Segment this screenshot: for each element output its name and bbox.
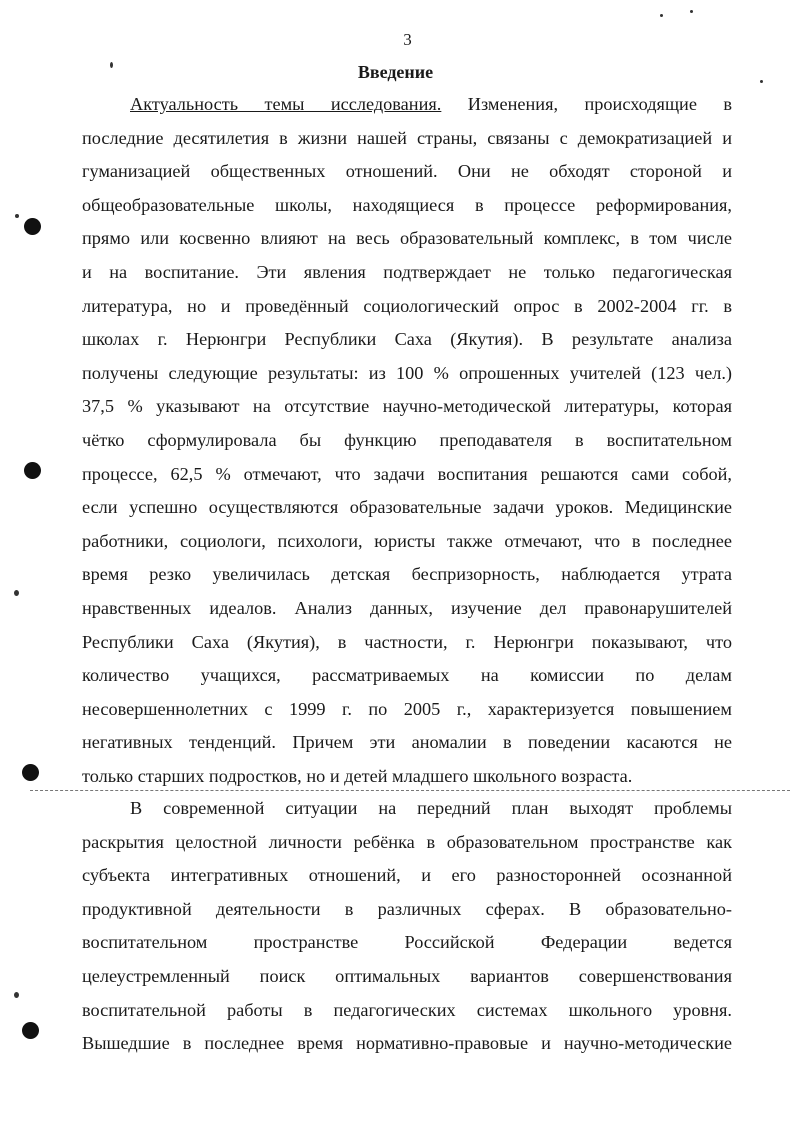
scan-speck	[690, 10, 693, 13]
punch-hole-4	[22, 1022, 39, 1039]
text-line: общеобразовательные школы, находящиеся в процессе реформирования,	[82, 194, 732, 215]
punch-hole-3	[22, 764, 39, 781]
text-line: нравственных идеалов. Анализ данных, изучение дел правонарушителей	[82, 597, 732, 618]
punch-hole-1	[24, 218, 41, 235]
scan-speck	[14, 590, 19, 596]
text-line: Актуальность темы исследования. Изменения, происходящие в	[130, 94, 732, 114]
text-line: Вышедшие в последнее время нормативно-правовые и научно-методические	[82, 1033, 732, 1054]
text-line: раскрытия целостной личности ребёнка в образовательном пространстве как	[82, 831, 732, 852]
text-line: процессе, 62,5 % отмечают, что задачи воспитания решаются сами собой,	[82, 463, 732, 484]
paragraph-current-situation	[82, 792, 732, 1061]
text-line: получены следующие результаты: из 100 % опрошенных учителей (123 чел.)	[82, 362, 732, 383]
paragraph-relevance	[82, 88, 732, 793]
scan-speck	[14, 992, 19, 998]
text-line: воспитательной работы в педагогических системах школьного уровня.	[82, 999, 732, 1020]
text-line: гуманизацией общественных отношений. Они не обходят стороной и	[82, 161, 732, 182]
relevance-lead: Актуальность темы исследования.	[130, 94, 442, 114]
page-number: 3	[403, 30, 412, 49]
scan-speck	[660, 14, 663, 17]
text-line: литература, но и проведённый социологический опрос в 2002-2004 гг. в	[82, 295, 732, 316]
text-line: воспитательном пространстве Российской Федерации ведется	[82, 932, 732, 953]
text-line: субъекта интегративных отношений, и его разносторонней осознанной	[82, 865, 732, 886]
text-line: целеустремленный поиск оптимальных вариантов совершенствования	[82, 965, 732, 986]
text-line: последние десятилетия в жизни нашей страны, связаны с демократизацией и	[82, 127, 732, 148]
punch-hole-2	[24, 462, 41, 479]
text-line: продуктивной деятельности в различных сферах. В образовательно-	[82, 898, 732, 919]
scan-speck	[15, 214, 19, 218]
text-line: В современной ситуации на передний план выходят проблемы	[130, 798, 732, 818]
text-line: время резко увеличилась детская беспризорность, наблюдается утрата	[82, 564, 732, 585]
text-line: если успешно осуществляются образовательные задачи уроков. Медицинские	[82, 497, 732, 518]
text-line: только старших подростков, но и детей младшего школьного возраста.	[82, 765, 633, 786]
page-title: Введение	[357, 62, 434, 82]
text-line: чётко сформулировала бы функцию преподавателя в воспитательном	[82, 429, 732, 450]
text-line: негативных тенденций. Причем эти аномалии в поведении касаются не	[82, 732, 732, 753]
text-line: прямо или косвенно влияют на весь образовательный комплекс, в том числе	[82, 228, 732, 249]
text-line: и на воспитание. Эти явления подтверждает не только педагогическая	[82, 261, 732, 282]
text-line: 37,5 % указывают на отсутствие научно-методической литературы, которая	[82, 396, 732, 417]
text-line: несовершеннолетних с 1999 г. по 2005 г., характеризуется повышением	[82, 698, 732, 719]
text-line: работники, социологи, психологи, юристы также отмечают, что в последнее	[82, 530, 732, 551]
text-line: школах г. Нерюнгри Республики Саха (Якутия). В результате анализа	[82, 329, 732, 350]
text-line: Республики Саха (Якутия), в частности, г. Нерюнгри показывают, что	[82, 631, 732, 652]
text-line: количество учащихся, рассматриваемых на комиссии по делам	[82, 665, 732, 686]
